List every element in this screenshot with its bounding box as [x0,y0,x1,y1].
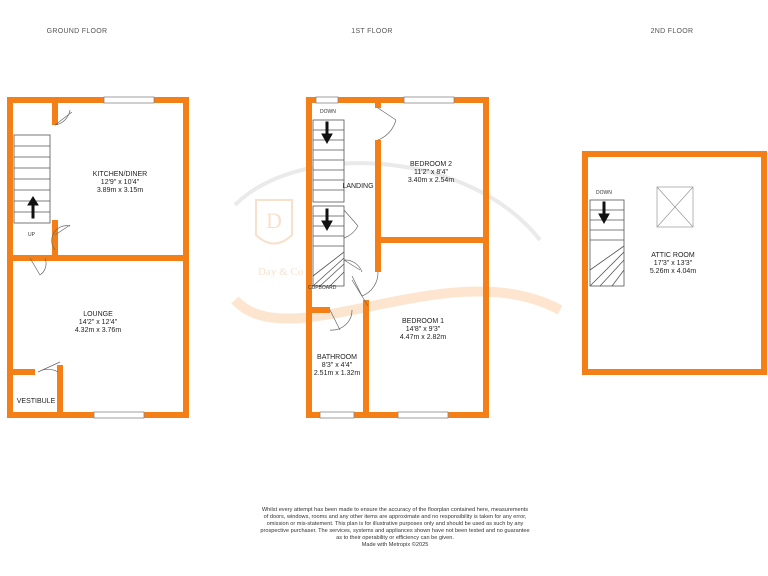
bedroom2-metric: 3.40m x 2.54m [407,177,455,184]
first-stairs [313,120,344,286]
stairs-up-label: UP [28,232,35,238]
kitchen-metric: 3.89m x 3.15m [96,187,144,194]
svg-text:D: D [266,208,282,233]
skylight-icon [657,187,693,227]
kitchen-name: KITCHEN/DINER [92,171,148,178]
kitchen-imperial: 12'9" x 10'4" [100,179,140,186]
bedroom1-imperial: 14'8" x 9'3" [405,326,441,333]
disclaimer-line: omission or mis-statement. This plan is for illustrative purposes only and should be used as such by any [266,521,524,527]
disclaimer-line: prospective purchaser. The services, systems and appliances shown have not been tested and no guarantee [260,528,530,534]
vestibule-name: VESTIBULE [16,398,56,405]
cupboard-label: CUPBOARD [308,285,337,291]
ground-floor-label: GROUND FLOOR [46,28,108,35]
lounge-name: LOUNGE [83,311,113,318]
disclaimer-line: of doors, windows, rooms and any other items are approximate and no responsibility is taken for any error, [263,514,527,520]
attic-name: ATTIC ROOM [651,252,695,259]
attic-imperial: 17'3" x 13'3" [653,260,693,267]
second-floor-label: 2ND FLOOR [650,28,694,35]
bathroom-imperial: 8'3" x 4'4" [321,362,353,369]
bedroom1-name: BEDROOM 1 [401,318,445,325]
first-floor-label: 1ST FLOOR [351,28,393,35]
lounge-metric: 4.32m x 3.76m [74,327,122,334]
disclaimer-line: Made with Metropix ©2025 [361,542,429,548]
bedroom1-metric: 4.47m x 2.82m [399,334,447,341]
disclaimer-line: as to their operability or efficiency can be given. [336,535,454,541]
attic-stairs [590,200,624,286]
stairs-down-label: DOWN [320,109,336,115]
attic-stairs-down-label: DOWN [596,190,612,196]
bathroom-name: BATHROOM [317,354,357,361]
lounge-imperial: 14'2" x 12'4" [78,319,118,326]
attic-metric: 5.26m x 4.04m [649,268,697,275]
bedroom2-name: BEDROOM 2 [409,161,453,168]
bedroom2-imperial: 11'2" x 8'4" [414,169,448,176]
disclaimer-line: Whilst every attempt has been made to ensure the accuracy of the floorplan contained here, measurements [261,507,529,513]
watermark-text: Day & Co [258,266,304,278]
landing-name: LANDING [342,183,374,190]
disclaimer [240,507,550,549]
bathroom-metric: 2.51m x 1.32m [313,370,361,377]
